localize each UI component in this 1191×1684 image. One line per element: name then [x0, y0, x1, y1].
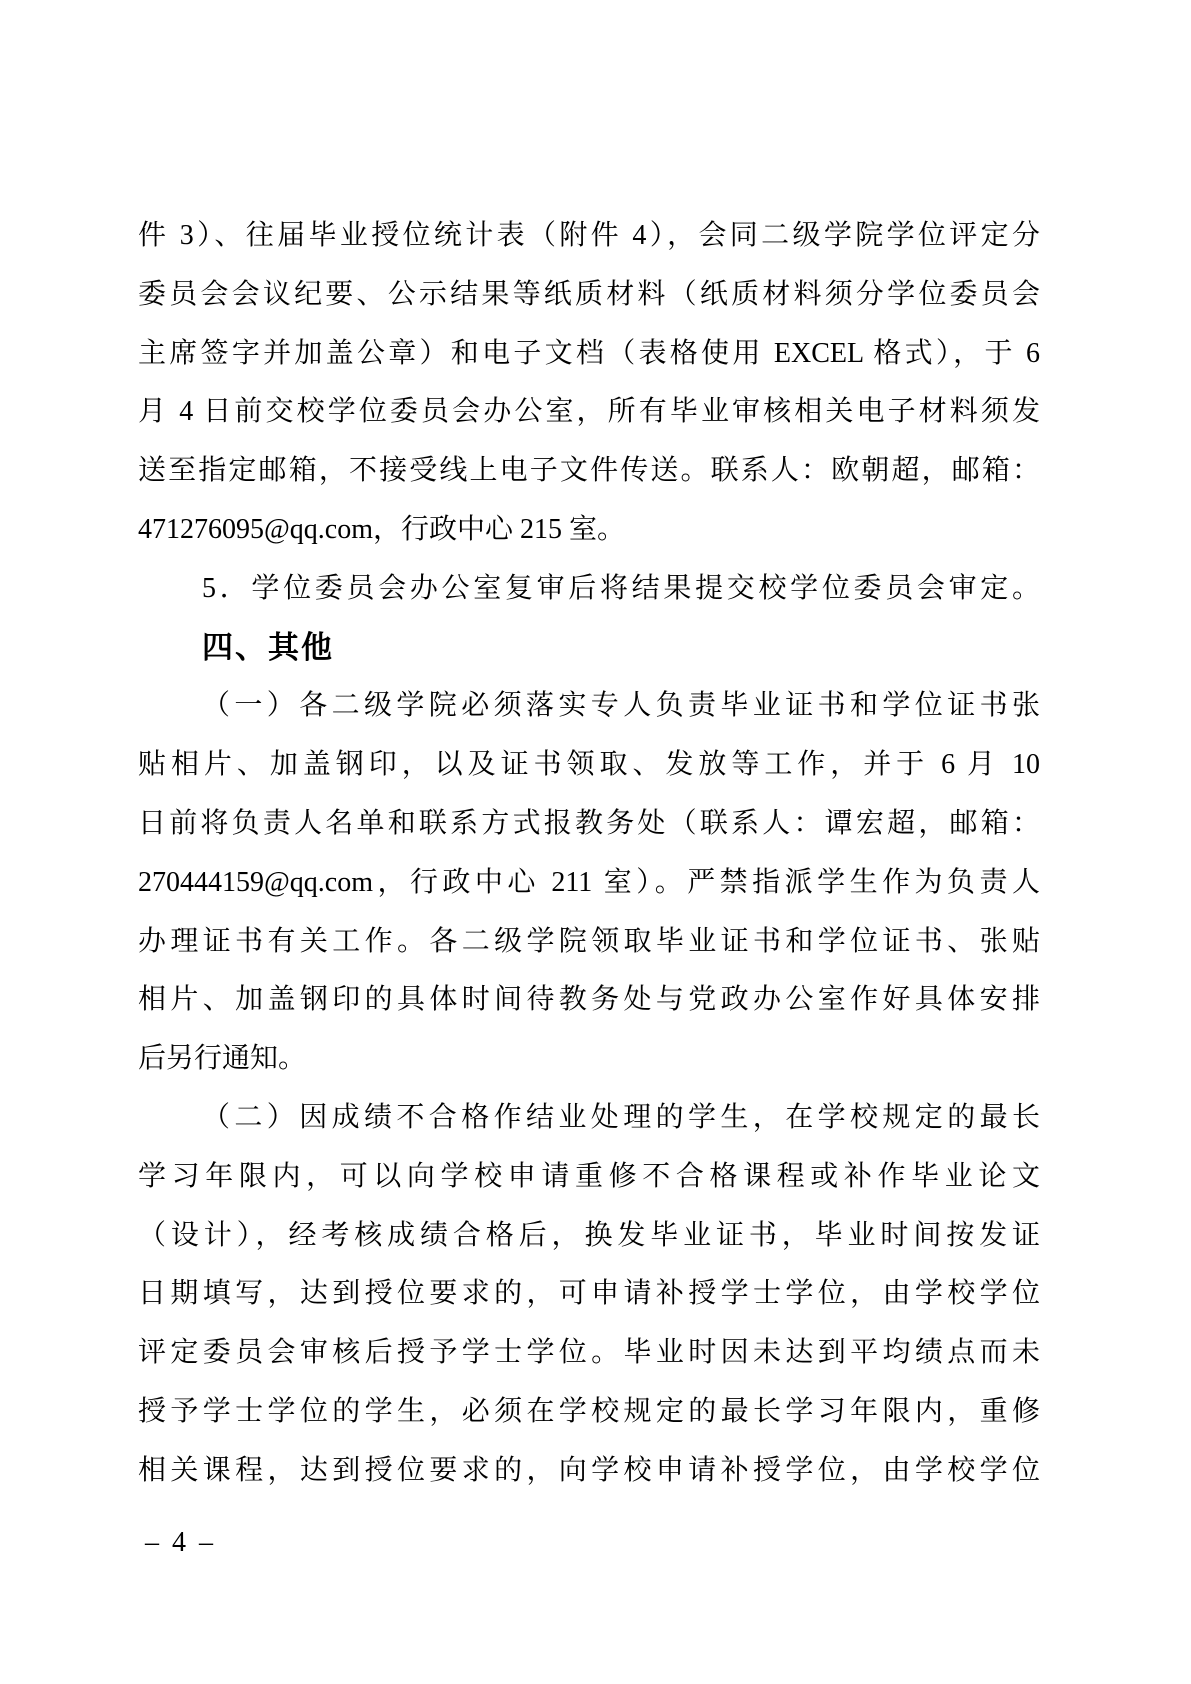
document-body [138, 207, 1040, 1501]
text-line: 月 4 日前交校学位委员会办公室，所有毕业审核相关电子材料须发 [138, 396, 1040, 428]
text-line: 日期填写，达到授位要求的，可申请补授学士学位，由学校学位 [138, 1278, 1040, 1310]
text-line: 委员会会议纪要、公示结果等纸质材料（纸质材料须分学位委员会 [138, 278, 1040, 310]
text-line: （二）因成绩不合格作结业处理的学生，在学校规定的最长 [202, 1101, 1040, 1133]
text-line: 授予学士学位的学生，必须在学校规定的最长学习年限内，重修 [138, 1395, 1040, 1427]
text-line: 后另行通知。 [138, 1043, 307, 1075]
text-line-item5: 5．学位委员会办公室复审后将结果提交校学位委员会审定。 [202, 572, 1040, 604]
text-line: 日前将负责人名单和联系方式报教务处（联系人：谭宏超，邮箱： [138, 807, 1040, 839]
page-number: – 4 – [145, 1527, 216, 1558]
section-heading: 四、其他 [202, 629, 334, 665]
text-line: 相片、加盖钢印的具体时间待教务处与党政办公室作好具体安排 [138, 984, 1040, 1016]
text-line: 主席签字并加盖公章）和电子文档（表格使用 EXCEL 格式），于 6 [138, 337, 1040, 369]
text-line: 送至指定邮箱，不接受线上电子文件传送。联系人：欧朝超，邮箱： [138, 455, 1040, 487]
text-line: 471276095@qq.com，行政中心 215 室。 [138, 513, 625, 545]
text-line: 评定委员会审核后授予学士学位。毕业时因未达到平均绩点而未 [138, 1337, 1040, 1369]
text-line: 270444159@qq.com，行政中心 211 室）。严禁指派学生作为负责人 [138, 866, 1040, 898]
text-line: （一）各二级学院必须落实专人负责毕业证书和学位证书张 [202, 690, 1040, 722]
text-line: 件 3）、往届毕业授位统计表（附件 4），会同二级学院学位评定分 [138, 220, 1040, 251]
text-line: 相关课程，达到授位要求的，向学校申请补授学位，由学校学位 [138, 1454, 1040, 1486]
text-line: 贴相片、加盖钢印，以及证书领取、发放等工作，并于 6 月 10 [138, 749, 1040, 781]
text-line: 办理证书有关工作。各二级学院领取毕业证书和学位证书、张贴 [138, 925, 1040, 957]
text-line: （设计），经考核成绩合格后，换发毕业证书，毕业时间按发证 [138, 1219, 1040, 1251]
text-line: 学习年限内，可以向学校申请重修不合格课程或补作毕业论文 [138, 1160, 1040, 1192]
